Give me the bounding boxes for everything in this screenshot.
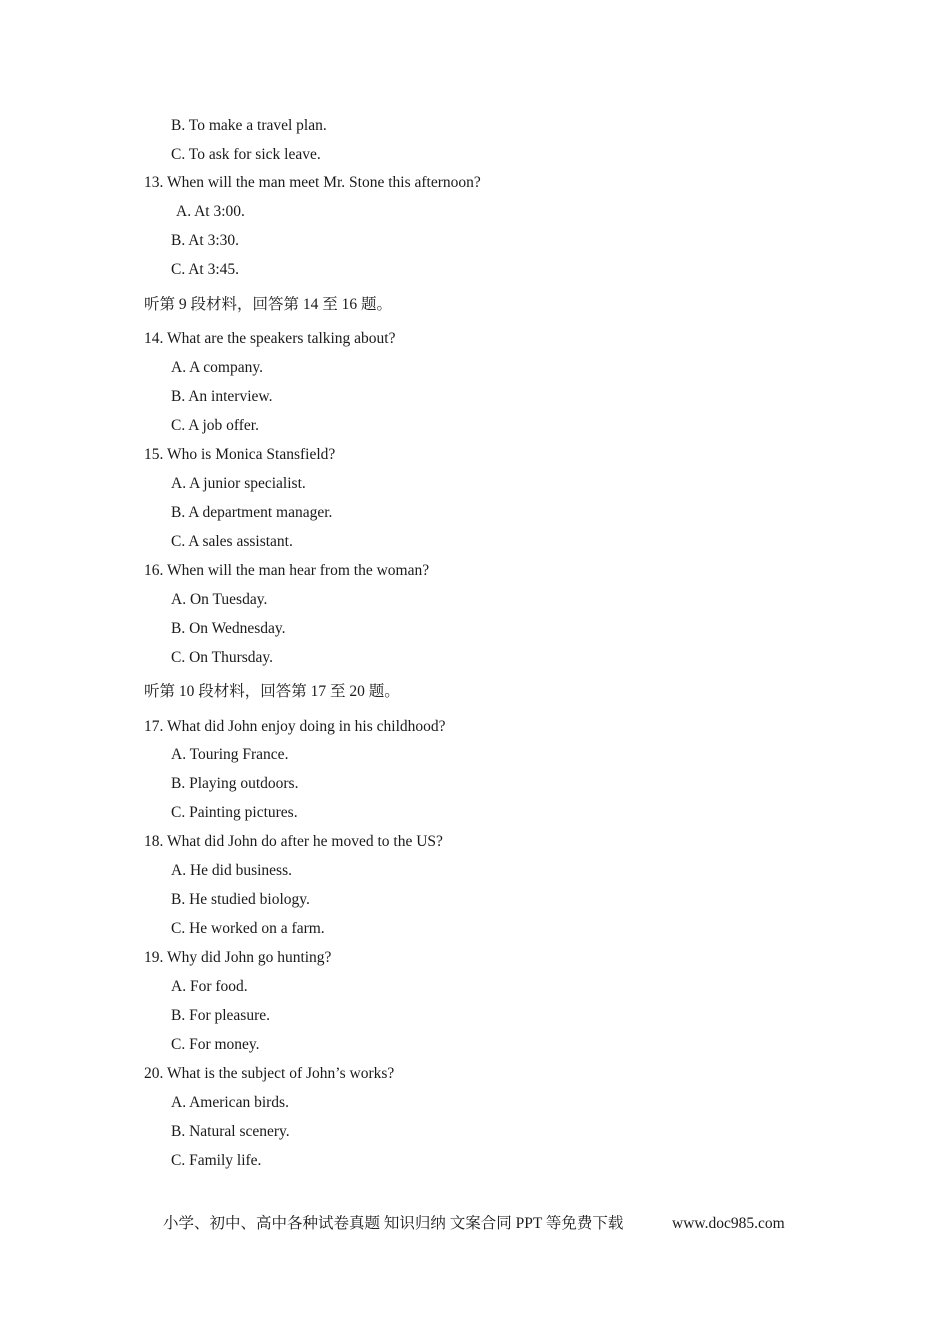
q19-question: 19. Why did John go hunting? bbox=[144, 949, 332, 966]
q12-option-c: C. To ask for sick leave. bbox=[171, 146, 321, 163]
q20-option-c: C. Family life. bbox=[171, 1152, 262, 1169]
q15-option-b: B. A department manager. bbox=[171, 504, 333, 521]
q18-question: 18. What did John do after he moved to the US? bbox=[144, 833, 443, 850]
q20-option-b: B. Natural scenery. bbox=[171, 1123, 290, 1140]
footer-url[interactable]: www.doc985.com bbox=[672, 1215, 785, 1232]
q16-option-b: B. On Wednesday. bbox=[171, 620, 286, 637]
q17-option-c: C. Painting pictures. bbox=[171, 804, 298, 821]
q17-option-a: A. Touring France. bbox=[171, 746, 289, 763]
footer-text: 小学、初中、高中各种试卷真题 知识归纳 文案合同 PPT 等免费下载 bbox=[163, 1215, 624, 1232]
q15-option-a: A. A junior specialist. bbox=[171, 475, 306, 492]
q19-option-a: A. For food. bbox=[171, 978, 248, 995]
q18-option-b: B. He studied biology. bbox=[171, 891, 310, 908]
q18-option-a: A. He did business. bbox=[171, 862, 292, 879]
q19-option-c: C. For money. bbox=[171, 1036, 260, 1053]
q17-option-b: B. Playing outdoors. bbox=[171, 775, 299, 792]
q17-question: 17. What did John enjoy doing in his childhood? bbox=[144, 718, 446, 735]
q13-option-c: C. At 3:45. bbox=[171, 261, 240, 278]
q15-question: 15. Who is Monica Stansfield? bbox=[144, 446, 336, 463]
q14-question: 14. What are the speakers talking about? bbox=[144, 330, 396, 347]
q15-option-c: C. A sales assistant. bbox=[171, 533, 293, 550]
q14-option-a: A. A company. bbox=[171, 359, 263, 376]
q13-option-a: A. At 3:00. bbox=[176, 203, 245, 220]
q14-option-b: B. An interview. bbox=[171, 388, 273, 405]
q20-question: 20. What is the subject of John’s works? bbox=[144, 1065, 395, 1082]
q16-option-c: C. On Thursday. bbox=[171, 649, 274, 666]
q12-option-b: B. To make a travel plan. bbox=[171, 117, 327, 134]
q18-option-c: C. He worked on a farm. bbox=[171, 920, 325, 937]
q16-option-a: A. On Tuesday. bbox=[171, 591, 268, 608]
section-10-instruction: 听第 10 段材料，回答第 17 至 20 题。 bbox=[144, 683, 400, 700]
q20-option-a: A. American birds. bbox=[171, 1094, 289, 1111]
q14-option-c: C. A job offer. bbox=[171, 417, 259, 434]
q19-option-b: B. For pleasure. bbox=[171, 1007, 271, 1024]
q13-option-b: B. At 3:30. bbox=[171, 232, 240, 249]
q16-question: 16. When will the man hear from the woman? bbox=[144, 562, 430, 579]
q13-question: 13. When will the man meet Mr. Stone this afternoon? bbox=[144, 174, 481, 191]
section-9-instruction: 听第 9 段材料，回答第 14 至 16 题。 bbox=[144, 296, 393, 313]
